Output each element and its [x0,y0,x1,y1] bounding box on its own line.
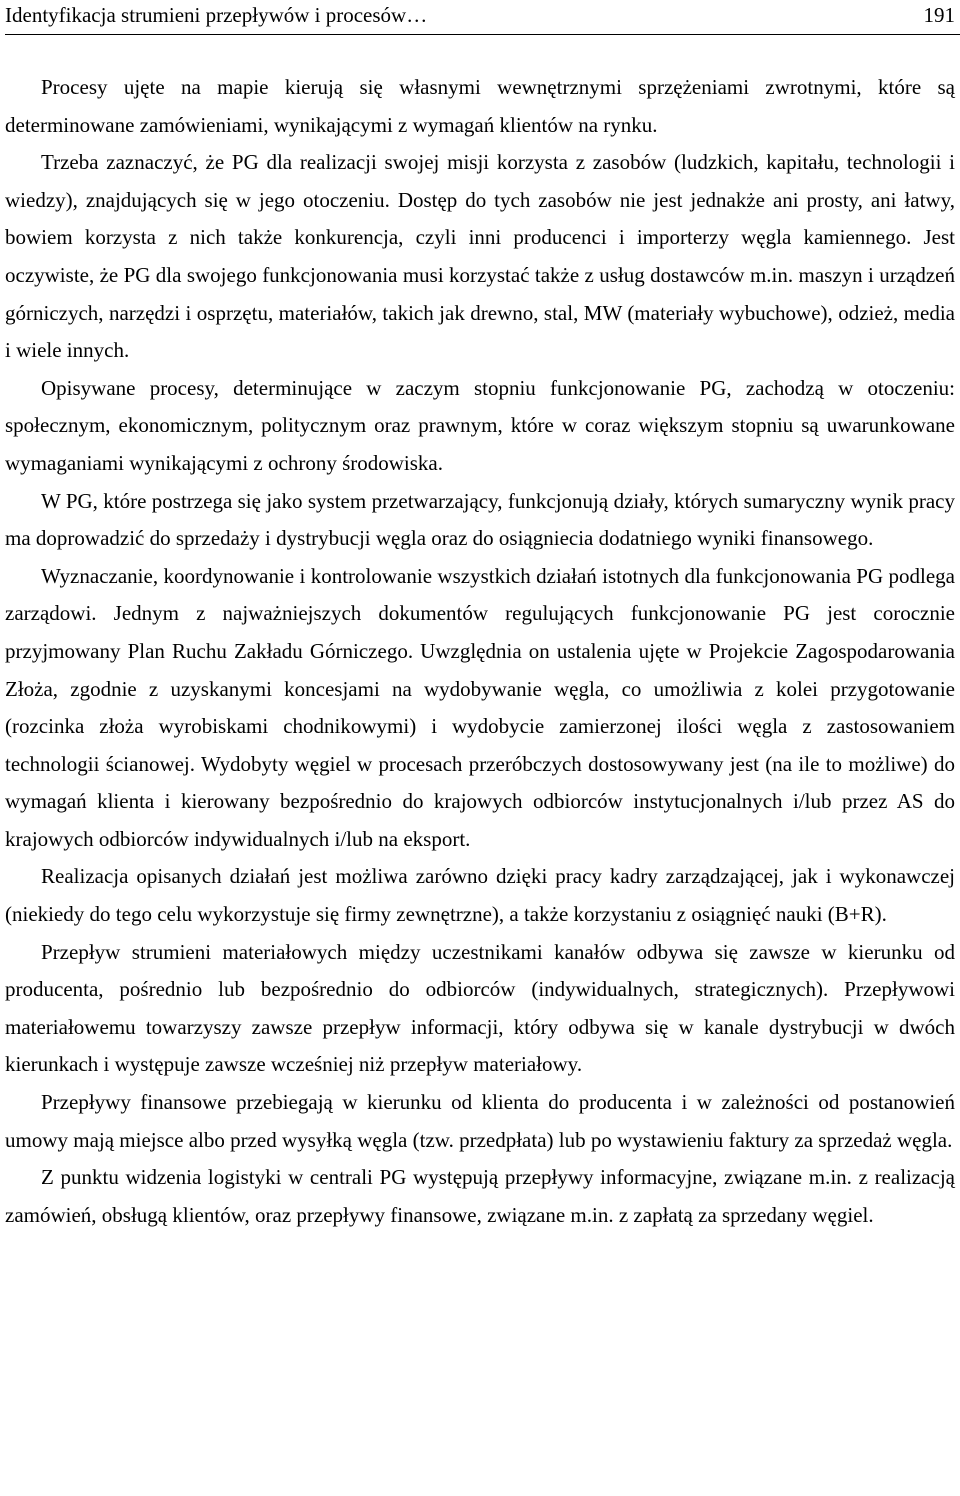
paragraph: Przepływy finansowe przebiegają w kierunku od klienta do producenta i w zależności od postanowień umowy mają miejsce albo przed wysyłką węgla (tzw. przedpłata) lub po wystawieniu faktury za sprzedaż węgla. [5,1090,955,1152]
paragraph: Trzeba zaznaczyć, że PG dla realizacji swojej misji korzysta z zasobów (ludzkich, kapitału, technologii i wiedzy), znajdujących się w jego otoczeniu. Dostęp do tych zasobów nie jest jednakże ani prosty, ani łatwy, bowiem korzysta z nich także konkurencja, czyli inni producenci i importerzy węgla kamiennego. Jest oczywiste, że PG dla swojego funkcjonowania musi korzystać także z usług dostawców m.in. maszyn i urządzeń górniczych, narzędzi i osprzętu, materiałów, takich jak drewno, stal, MW (materiały wybuchowe), odzież, media i wiele innych. [5,150,955,363]
paragraph: Przepływ strumieni materiałowych między uczestnikami kanałów odbywa się zawsze w kierunku od producenta, pośrednio lub bezpośrednio do odbiorców (indywidualnych, strategicznych). Przepływowi materiałowemu towarzyszy zawsze przepływ informacji, który odbywa się w kanale dystrybucji w dwóch kierunkach i występuje zawsze wcześniej niż przepływ materiałowy. [5,939,955,1077]
running-header [5,0,960,35]
body-text [5,69,955,1234]
paragraph: Procesy ujęte na mapie kierują się własnymi wewnętrznymi sprzężeniami zwrotnymi, które są determinowane zamówieniami, wynikającymi z wymagań klientów na rynku. [5,75,955,137]
paragraph: Opisywane procesy, determinujące w zaczym stopniu funkcjonowanie PG, zachodzą w otoczeniu: społecznym, ekonomicznym, politycznym oraz prawnym, które w coraz większym stopniu są uwarunkowane wymaganiami wynikającymi z ochrony środowiska. [5,375,955,475]
running-header-title: Identyfikacja strumieni przepływów i procesów… [5,3,428,27]
paragraph: Realizacja opisanych działań jest możliwa zarówno dzięki pracy kadry zarządzającej, jak i wykonawczej (niekiedy do tego celu wykorzystuje się firmy zewnętrzne), a także korzystaniu z osiągnięć nauki (B+R). [5,864,955,927]
paragraph: W PG, które postrzega się jako system przetwarzający, funkcjonują działy, których sumaryczny wynik pracy ma doprowadzić do sprzedaży i dystrybucji węgla oraz do osiągniecia dodatniego wyniki finansowego. [5,488,955,551]
paragraph: Wyznaczanie, koordynowanie i kontrolowanie wszystkich działań istotnych dla funkcjonowania PG podlega zarządowi. Jednym z najważniejszych dokumentów regulujących funkcjonowanie PG jest corocznie przyjmowany Plan Ruchu Zakładu Górniczego. Uwzględnia on ustalenia ujęte w Projekcie Zagospodarowania Złoża, zgodnie z uzyskanymi koncesjami na wydobywanie węgla, co umożliwia z kolei przygotowanie (rozcinka złoża wyrobiskami chodnikowymi) i wydobycie zamierzonej ilości węgla z zastosowaniem technologii ścianowej. Wydobyty węgiel w procesach przeróbczych dostosowywany jest (na ile to możliwe) do wymagań klienta i kierowany bezpośrednio do krajowych odbiorców instytucjonalnych i/lub przez AS do krajowych odbiorców indywidualnych i/lub na eksport. [5,563,955,851]
page-number: 191 [923,3,955,27]
paragraph: Z punktu widzenia logistyki w centrali PG występują przepływy informacyjne, związane m.in. z realizacją zamówień, obsługą klientów, oraz przepływy finansowe, związane m.in. z zapłatą za sprzedany węgiel. [5,1165,955,1227]
